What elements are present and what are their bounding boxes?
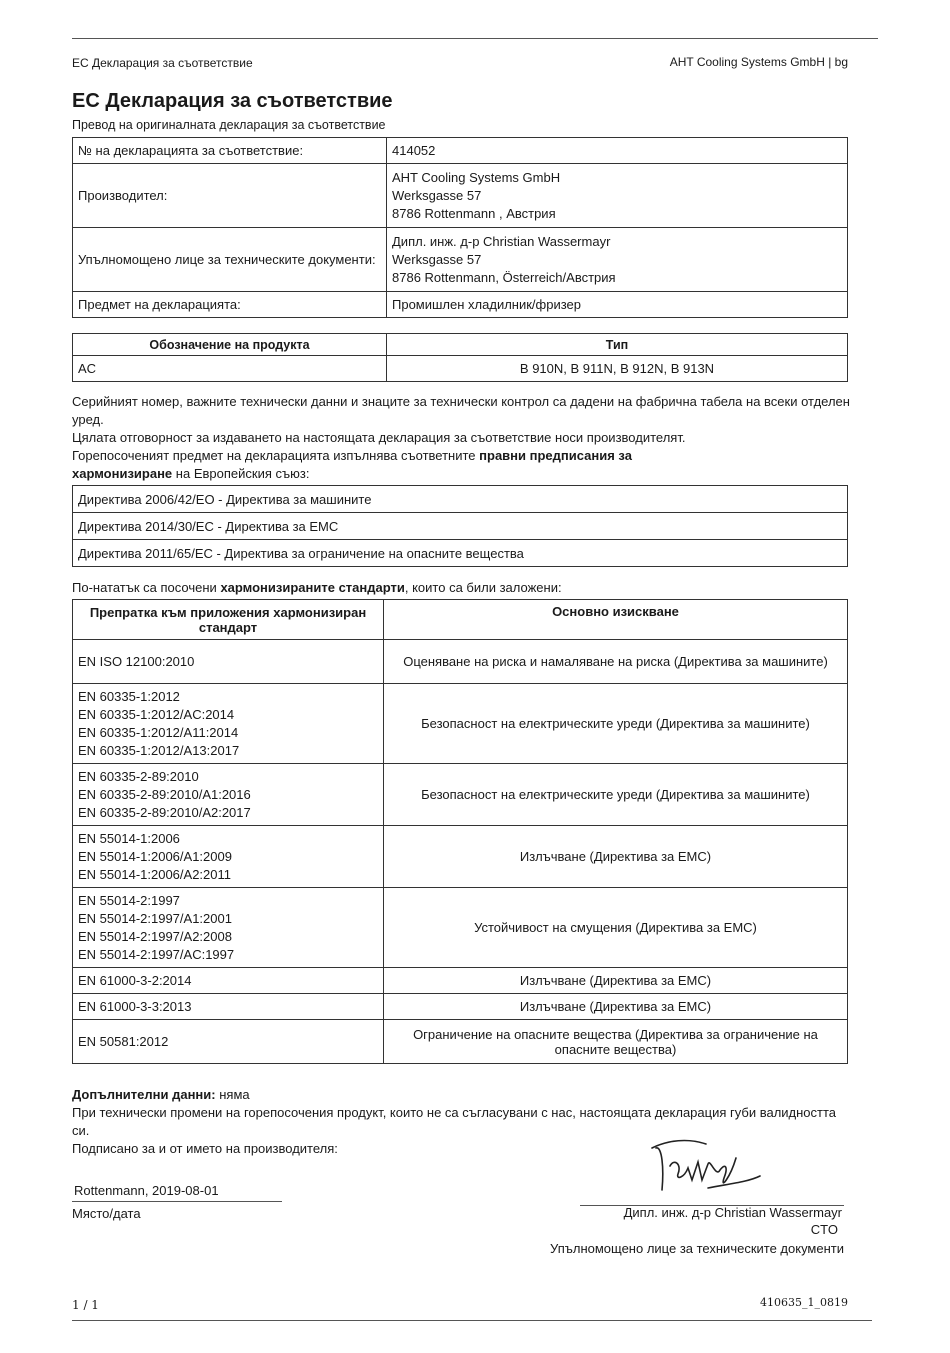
standard-ref: EN 60335-1:2012 EN 60335-1:2012/AC:2014 EN 60335-1:2012/A11:2014 EN 60335-1:2012/A13:2017	[73, 684, 384, 764]
standards-intro	[72, 579, 852, 597]
standard-ref: EN 55014-1:2006 EN 55014-1:2006/A1:2009 EN 55014-1:2006/A2:2011	[73, 826, 384, 888]
column-header: Обозначение на продукта	[73, 334, 387, 356]
paragraph-bold: хармонизиране	[72, 466, 173, 481]
standard-ref: EN 60335-2-89:2010 EN 60335-2-89:2010/A1:2016 EN 60335-2-89:2010/A2:2017	[73, 764, 384, 826]
standard-requirement: Оценяване на риска и намаляване на риска (Директива за машините)	[384, 640, 848, 684]
paragraph-text: Горепосоченият предмет на декларацията изпълнява съответните	[72, 448, 476, 463]
table-row	[73, 486, 848, 513]
standard-requirement: Излъчване (Директива за EMC)	[384, 994, 848, 1020]
info-value: Промишлен хладилник/фризер	[387, 292, 848, 318]
product-type: B 910N, B 911N, B 912N, B 913N	[387, 356, 848, 382]
info-label: Производител:	[73, 164, 387, 228]
footer-rule	[72, 1320, 872, 1321]
paragraph-bold: хармонизираните стандарти	[220, 580, 405, 595]
info-label: Предмет на декларацията:	[73, 292, 387, 318]
page-number: 1 / 1	[72, 1298, 99, 1312]
column-header: Основно изискване	[384, 600, 848, 640]
standard-requirement: Безопасност на електрическите уреди (Директива за машините)	[384, 764, 848, 826]
standard-ref: EN 61000-3-3:2013	[73, 994, 384, 1020]
paragraph-text: Подписано за и от името на производителя:	[72, 1141, 338, 1156]
table-header-row	[73, 334, 848, 356]
column-header: Препратка към приложения хармонизиран стандарт	[73, 600, 384, 640]
info-value: AHT Cooling Systems GmbH Werksgasse 57 8786 Rottenmann , Австрия	[387, 164, 848, 228]
product-table	[72, 333, 848, 382]
info-label: № на декларацията за съответствие:	[73, 138, 387, 164]
table-row	[73, 138, 848, 164]
paragraph-bold: правни предписания за	[479, 448, 632, 463]
standard-ref: EN 55014-2:1997 EN 55014-2:1997/A1:2001 EN 55014-2:1997/A2:2008 EN 55014-2:1997/AC:1997	[73, 888, 384, 968]
table-row	[73, 826, 848, 888]
table-row	[73, 1020, 848, 1064]
standard-ref: EN 50581:2012	[73, 1020, 384, 1064]
directive-item: Директива 2011/65/EC - Директива за ограничение на опасните вещества	[73, 540, 848, 567]
table-row	[73, 356, 848, 382]
table-row	[73, 684, 848, 764]
page-title: ЕС Декларация за съответствие	[72, 90, 393, 112]
place-date-line	[72, 1201, 282, 1202]
paragraph-text: По-нататък са посочени	[72, 580, 217, 595]
header-company: AHT Cooling Systems GmbH | bg	[669, 55, 848, 69]
standard-requirement: Безопасност на електрическите уреди (Директива за машините)	[384, 684, 848, 764]
directives-table	[72, 485, 848, 567]
place-date-label: Място/дата	[72, 1206, 141, 1221]
place-date: Rottenmann, 2019-08-01	[74, 1183, 219, 1198]
column-header: Тип	[387, 334, 848, 356]
header-rule	[72, 38, 878, 39]
table-row	[73, 228, 848, 292]
document-code: 410635_1_0819	[760, 1296, 848, 1309]
directive-item: Директива 2014/30/EC - Директива за EMC	[73, 513, 848, 540]
table-row	[73, 540, 848, 567]
table-row	[73, 888, 848, 968]
signer-role: CTO	[810, 1222, 838, 1237]
paragraph-text: При технически промени на горепосочения продукт, които не са съгласувани с нас, настоящата декларация губи валидността си.	[72, 1105, 837, 1138]
product-designation: AC	[73, 356, 387, 382]
paragraph-serial-info	[72, 393, 852, 483]
standards-table	[72, 599, 848, 1064]
standard-requirement: Излъчване (Директива за EMC)	[384, 968, 848, 994]
standard-requirement: Устойчивост на смущения (Директива за EMC)	[384, 888, 848, 968]
page-subtitle: Превод на оригиналната декларация за съответствие	[72, 118, 386, 132]
table-row	[73, 513, 848, 540]
table-row	[73, 164, 848, 228]
handwritten-signature	[648, 1118, 778, 1208]
paragraph-text: Серийният номер, важните технически данни и знаците за технически контрол са дадени на фабрична табела на всеки отделен уред.	[72, 394, 850, 427]
standard-ref: EN 61000-3-2:2014	[73, 968, 384, 994]
additional-value: няма	[219, 1087, 250, 1102]
directive-item: Директива 2006/42/EO - Директива за машините	[73, 486, 848, 513]
info-value: 414052	[387, 138, 848, 164]
header-doc-title: ЕС Декларация за съответствие	[72, 56, 253, 70]
info-value: Дипл. инж. д-р Christian Wassermayr Werksgasse 57 8786 Rottenmann, Österreich/Австрия	[387, 228, 848, 292]
table-row	[73, 968, 848, 994]
standard-requirement: Ограничение на опасните вещества (Директива за ограничение на опасните вещества)	[384, 1020, 848, 1064]
paragraph-text: на Европейския съюз:	[175, 466, 310, 481]
declaration-info-table	[72, 137, 848, 318]
standard-ref: EN ISO 12100:2010	[73, 640, 384, 684]
table-row	[73, 994, 848, 1020]
table-header-row	[73, 600, 848, 640]
table-row	[73, 640, 848, 684]
signer-authority: Упълномощено лице за техническите документи	[550, 1241, 844, 1256]
info-label: Упълномощено лице за техническите документи:	[73, 228, 387, 292]
table-row	[73, 292, 848, 318]
signer-name: Дипл. инж. д-р Christian Wassermayr	[623, 1205, 842, 1220]
table-row	[73, 764, 848, 826]
paragraph-text: , които са били заложени:	[404, 580, 562, 595]
additional-label: Допълнителни данни:	[72, 1087, 216, 1102]
standard-requirement: Излъчване (Директива за EMC)	[384, 826, 848, 888]
paragraph-text: Цялата отговорност за издаването на настоящата декларация за съответствие носи производителят.	[72, 430, 686, 445]
